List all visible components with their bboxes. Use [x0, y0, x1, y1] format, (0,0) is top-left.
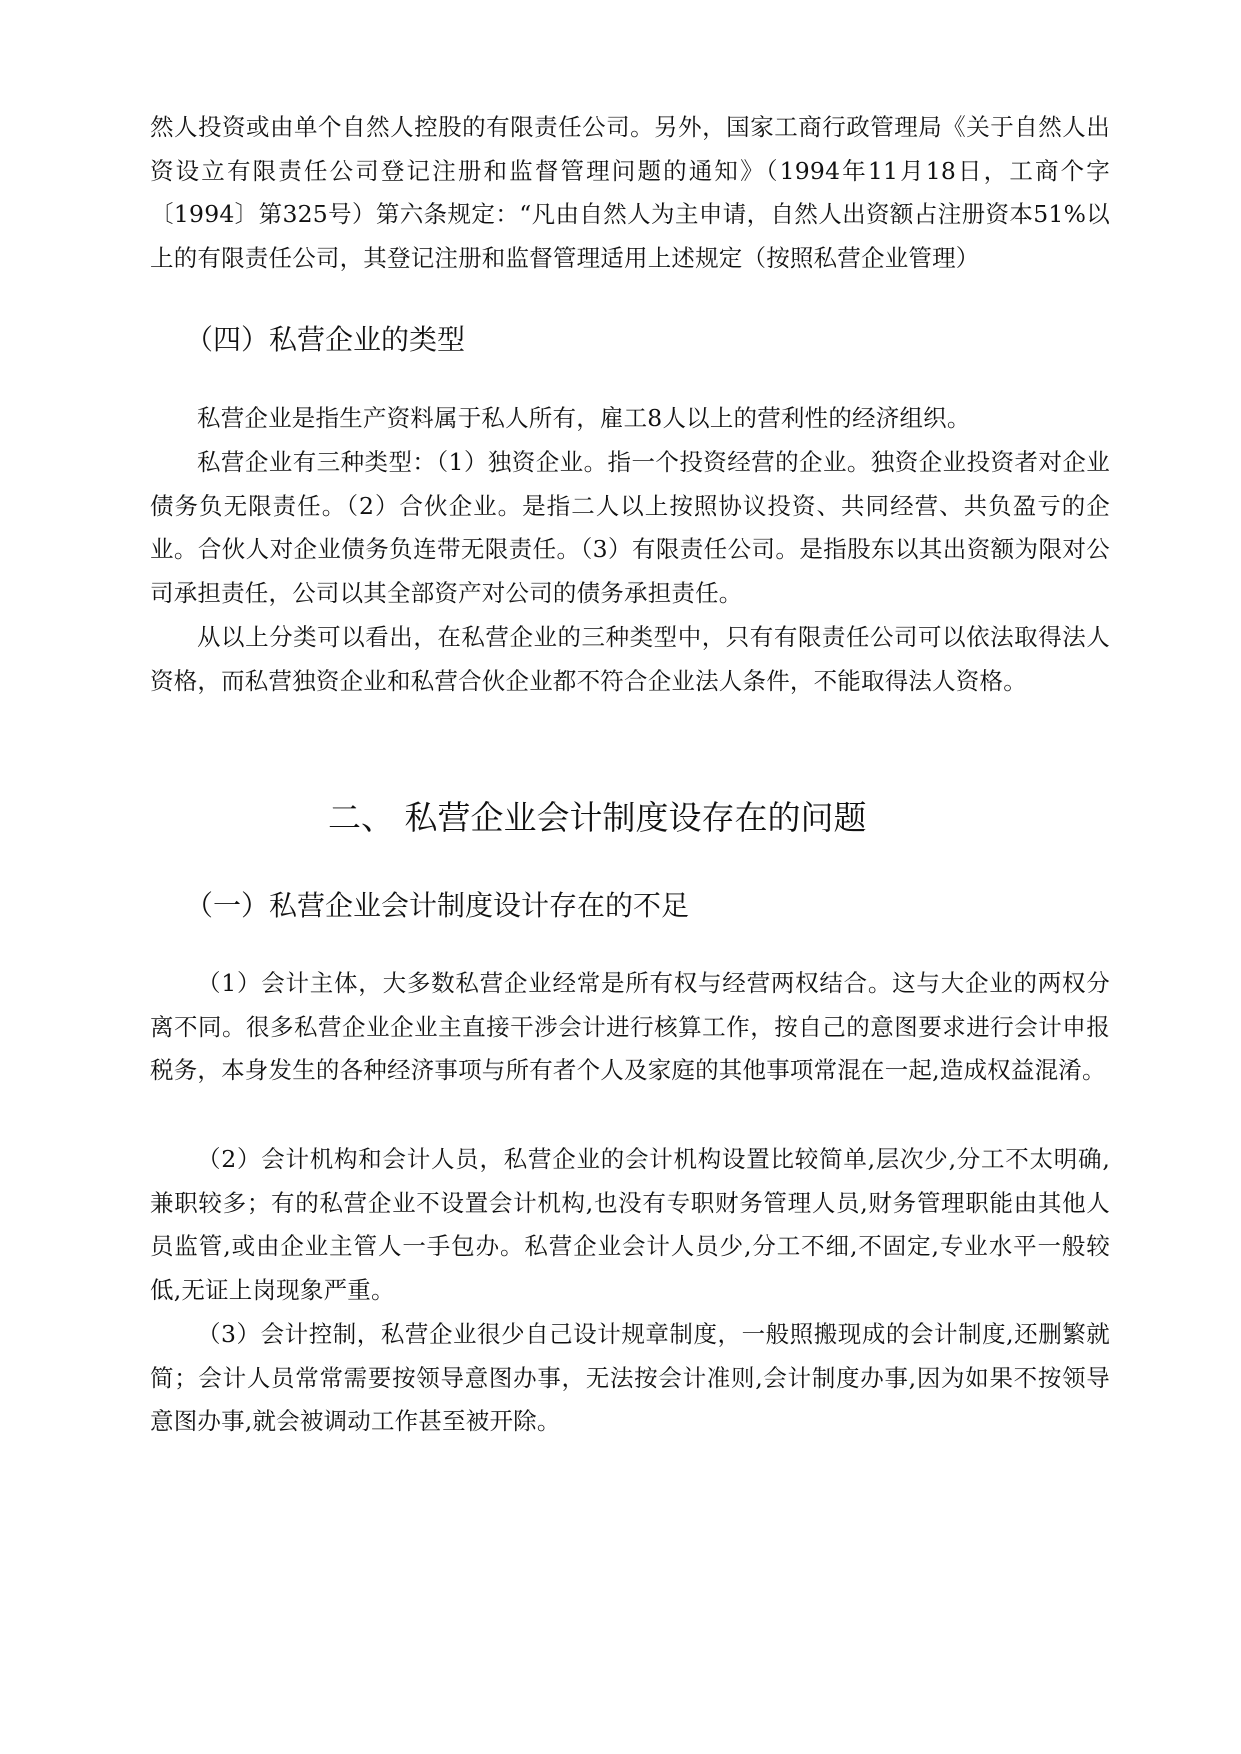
paragraph-definition: 私营企业是指生产资料属于私人所有，雇工8人以上的营利性的经济组织。 [197, 404, 971, 432]
paragraph-accounting-entity: （1）会计主体，大多数私营企业经常是所有权与经营两权结合。这与大企业的两权分离不同。很多私营企业企业主直接干涉会计进行核算工作，按自己的意图要求进行会计申报税务，本身发生的各种经济事项与所有者个人及家庭的其他事项常混在一起,造成权益混淆。 [150, 969, 1110, 1084]
paragraph-accounting-control: （3）会计控制，私营企业很少自己设计规章制度，一般照搬现成的会计制度,还删繁就简；会计人员常常需要按领导意图办事，无法按会计准则,会计制度办事,因为如果不按领导意图办事,就会被调动工作甚至被开除。 [150, 1320, 1110, 1435]
paragraph-continuation: 然人投资或由单个自然人控股的有限责任公司。另外，国家工商行政管理局《关于自然人出资设立有限责任公司登记注册和监督管理问题的通知》（1994年11月18日，工商个字〔1994〕第325号）第六条规定：“凡由自然人为主申请，自然人出资额占注册资本51%以上的有限责任公司，其登记注册和监督管理适用上述规定（按照私营企业管理） [150, 113, 1110, 272]
subsection-heading-one: （一）私营企业会计制度设计存在的不足 [185, 889, 690, 922]
chapter-title: 二、 私营企业会计制度设存在的问题 [328, 798, 867, 837]
section-heading-four: （四）私营企业的类型 [185, 323, 466, 356]
paragraph-types: 私营企业有三种类型：（1）独资企业。指一个投资经营的企业。独资企业投资者对企业债务负无限责任。（2）合伙企业。是指二人以上按照协议投资、共同经营、共负盈亏的企业。合伙人对企业债务负连带无限责任。（3）有限责任公司。是指股东以其出资额为限对公司承担责任，公司以其全部资产对公司的债务承担责任。 [150, 448, 1110, 607]
paragraph-conclusion: 从以上分类可以看出，在私营企业的三种类型中，只有有限责任公司可以依法取得法人资格，而私营独资企业和私营合伙企业都不符合企业法人条件，不能取得法人资格。 [150, 623, 1110, 695]
paragraph-accounting-staff: （2）会计机构和会计人员，私营企业的会计机构设置比较简单,层次少,分工不太明确,兼职较多；有的私营企业不设置会计机构,也没有专职财务管理人员,财务管理职能由其他人员监管,或由企业主管人一手包办。私营企业会计人员少,分工不细,不固定,专业水平一般较低,无证上岗现象严重。 [150, 1145, 1110, 1304]
